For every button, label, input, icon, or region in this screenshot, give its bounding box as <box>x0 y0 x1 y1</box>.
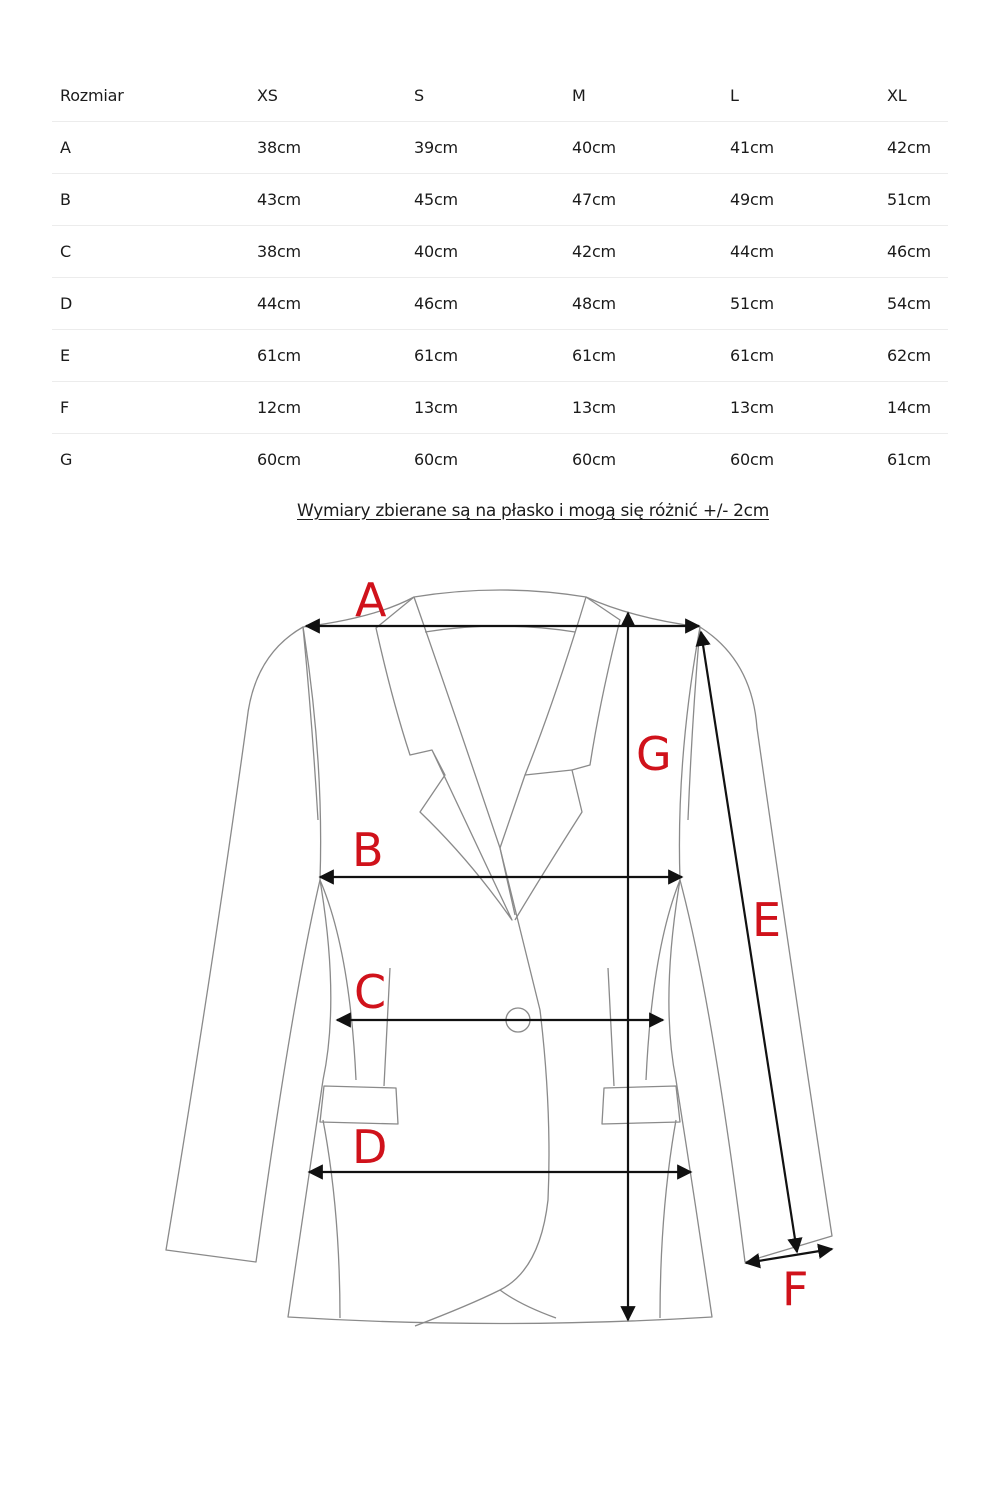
table-cell: 13cm <box>722 382 879 434</box>
table-cell: 46cm <box>406 278 564 330</box>
table-cell: 62cm <box>879 330 948 382</box>
label-e: E <box>752 893 782 947</box>
jacket-outline <box>166 590 832 1326</box>
table-cell: G <box>60 450 73 469</box>
table-cell: F <box>52 382 249 434</box>
right-pocket-flap <box>602 1086 680 1124</box>
table-row <box>52 226 948 278</box>
table-cell: 48cm <box>564 278 722 330</box>
table-cell: 41cm <box>722 122 879 174</box>
table-row <box>52 330 948 382</box>
table-cell: 51cm <box>722 278 879 330</box>
left-seam <box>320 880 390 1318</box>
left-lapel <box>376 597 512 920</box>
table-cell: 44cm <box>722 226 879 278</box>
table-cell: 44cm <box>249 278 406 330</box>
label-f: F <box>782 1262 809 1316</box>
right-seam <box>608 880 680 1318</box>
table-cell: 38cm <box>249 122 406 174</box>
label-b: B <box>352 823 384 877</box>
table-cell: 43cm <box>249 174 406 226</box>
header-cell: L <box>722 70 879 122</box>
table-cell: 60cm <box>414 450 458 469</box>
header-cell: Rozmiar <box>52 70 249 122</box>
table-cell: 40cm <box>406 226 564 278</box>
table-row <box>52 278 948 330</box>
front-opening <box>415 848 549 1326</box>
table-cell: A <box>52 122 249 174</box>
table-cell: 49cm <box>722 174 879 226</box>
measurement-note: Wymiary zbierane są na płasko i mogą się różnić +/- 2cm <box>297 501 769 521</box>
label-g: G <box>636 727 672 781</box>
header-cell: M <box>564 70 722 122</box>
table-cell: 47cm <box>564 174 722 226</box>
front-curve <box>500 1290 556 1318</box>
table-row <box>52 174 948 226</box>
measure-f-line <box>746 1249 832 1263</box>
table-cell: 14cm <box>879 382 948 434</box>
right-lapel-edge <box>500 775 525 848</box>
table-cell: 39cm <box>406 122 564 174</box>
table-cell: 54cm <box>879 278 948 330</box>
left-pocket-flap <box>320 1086 398 1124</box>
table-row <box>52 122 948 174</box>
size-table <box>52 70 948 485</box>
table-cell: 60cm <box>730 450 774 469</box>
table-cell: 38cm <box>249 226 406 278</box>
table-row <box>52 434 948 486</box>
table-cell: 42cm <box>564 226 722 278</box>
table-cell: 61cm <box>887 450 931 469</box>
table-cell: 42cm <box>879 122 948 174</box>
table-cell: B <box>52 174 249 226</box>
label-c: C <box>354 965 387 1019</box>
header-cell: S <box>406 70 564 122</box>
table-cell: 51cm <box>879 174 948 226</box>
measurement-labels <box>352 573 808 1316</box>
right-lapel-inner <box>525 597 586 775</box>
table-cell: D <box>52 278 249 330</box>
table-cell: 13cm <box>406 382 564 434</box>
table-cell: 61cm <box>564 330 722 382</box>
table-cell: C <box>52 226 249 278</box>
header-cell: XS <box>249 70 406 122</box>
table-header-row <box>52 70 948 122</box>
left-lapel-inner <box>414 597 515 915</box>
sleeve-inner-lines <box>303 627 700 820</box>
table-cell: 46cm <box>879 226 948 278</box>
label-a: A <box>355 573 387 627</box>
table-cell: 45cm <box>406 174 564 226</box>
jacket-body <box>288 590 712 1324</box>
table-cell: 61cm <box>722 330 879 382</box>
table-cell: 13cm <box>564 382 722 434</box>
table-cell: 61cm <box>249 330 406 382</box>
table-cell: 61cm <box>406 330 564 382</box>
table-cell: 12cm <box>249 382 406 434</box>
table-cell: 40cm <box>564 122 722 174</box>
measure-e-line <box>701 632 797 1252</box>
header-cell: XL <box>879 70 948 122</box>
table-cell: 60cm <box>257 450 301 469</box>
table-cell: E <box>52 330 249 382</box>
right-lapel <box>515 597 620 920</box>
table-cell: 60cm <box>572 450 616 469</box>
table-row <box>52 382 948 434</box>
label-d: D <box>352 1120 388 1174</box>
jacket-measurement-diagram <box>0 560 1000 1360</box>
left-sleeve <box>166 627 320 1262</box>
